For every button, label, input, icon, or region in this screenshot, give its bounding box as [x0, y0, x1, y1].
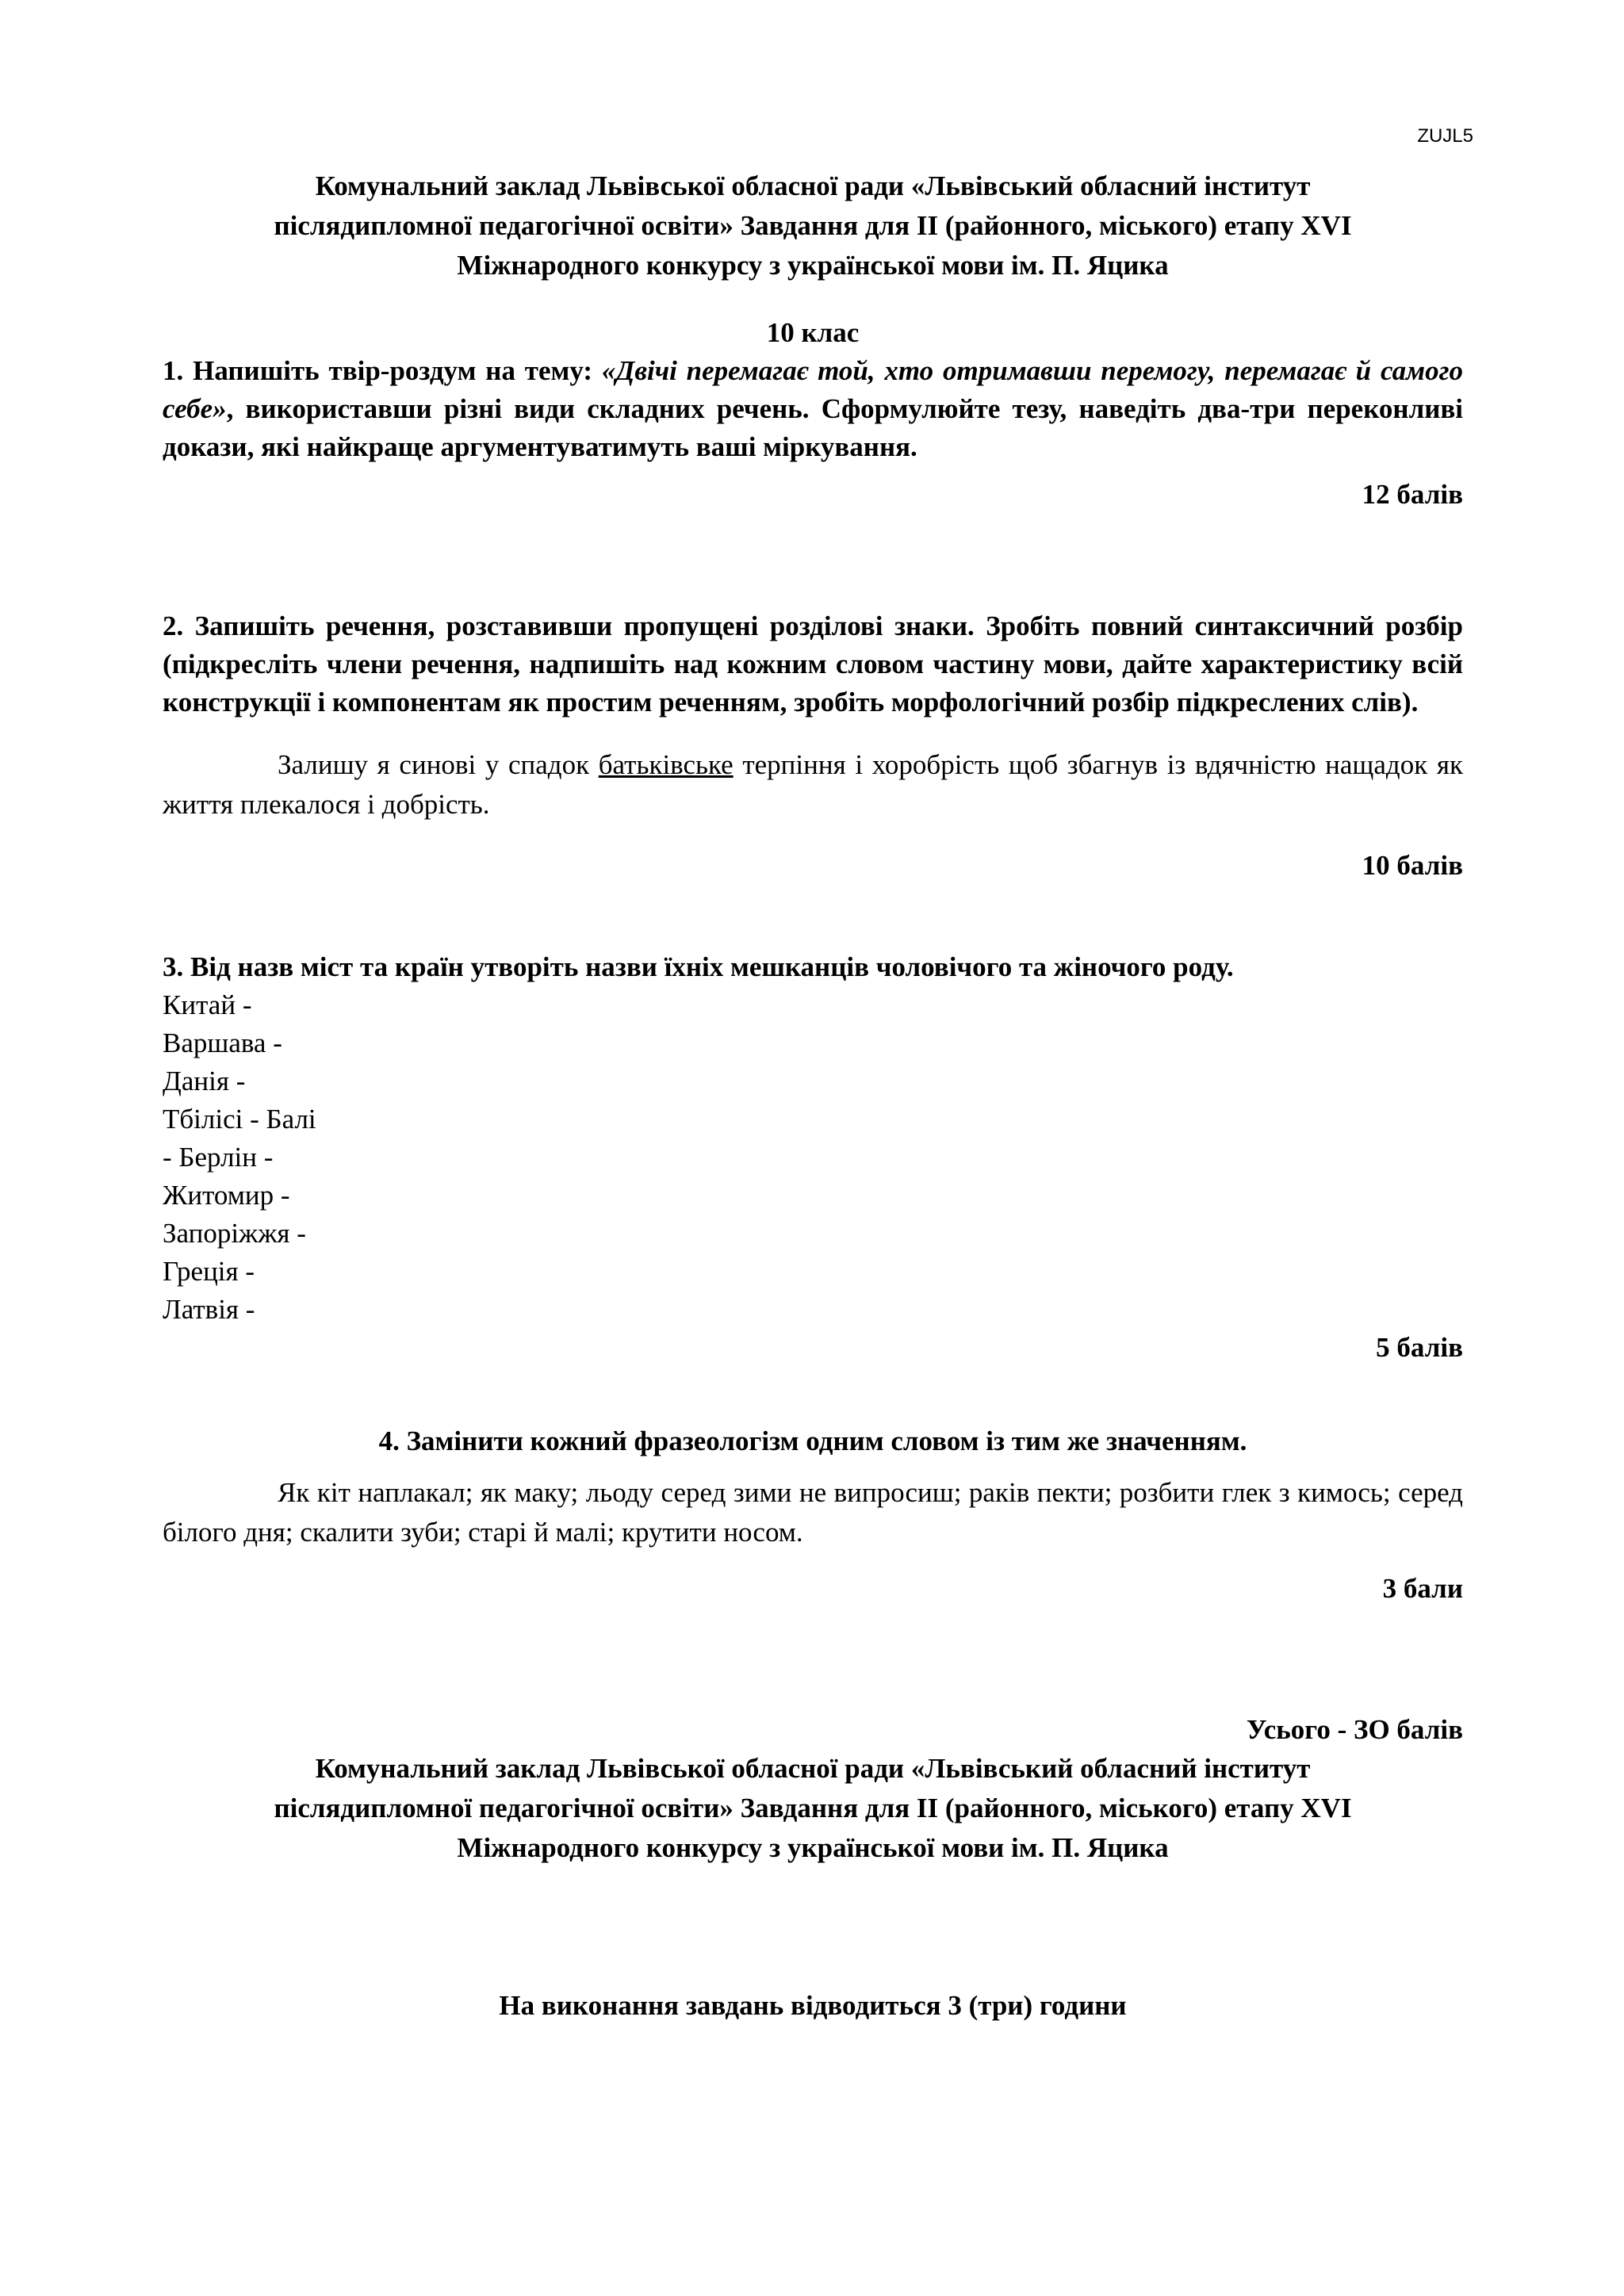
- cities-list: [163, 986, 1463, 1329]
- task-2: [163, 607, 1463, 885]
- document-code: ZUJL5: [1417, 125, 1473, 147]
- list-item: Тбілісі - Балі: [163, 1104, 316, 1135]
- task-2-points: 10 балів: [1362, 850, 1463, 881]
- list-item: - Берлін -: [163, 1142, 274, 1173]
- task-1-points: 12 балів: [1362, 479, 1463, 510]
- task-4-points: 3 бали: [1382, 1573, 1463, 1604]
- task-1-theme: «Двічі перемагає той, хто отримавши перемогу, перемагає й самого себе»: [163, 355, 1464, 424]
- sentence-part-a: Залишу я синові у спадок: [278, 749, 599, 780]
- list-item: Китай -: [163, 989, 252, 1020]
- grade-title: 10 клас: [766, 317, 860, 348]
- list-item: Данія -: [163, 1066, 246, 1096]
- page-content: [163, 166, 1463, 2025]
- task-1-rest: , використавши різні види складних речень. Сформулюйте тезу, наведіть два-три переконливі докази, які найкраще аргументуватимуть ваші міркування.: [163, 393, 1463, 462]
- header-line-3: Міжнародного конкурсу з української мови ім. П. Яцика: [457, 250, 1169, 281]
- task-4: [163, 1422, 1463, 1608]
- list-item: Варшава -: [163, 1027, 282, 1058]
- sentence-part-b: [733, 749, 743, 780]
- task-4-text: 4. Замінити кожний фразеологізм одним словом із тим же значенням.: [378, 1425, 1247, 1456]
- task-1: [163, 352, 1463, 514]
- task-4-phrases: Як кіт наплакал; як маку; льоду серед зими не випросиш; раків пекти; розбити глек з кимось; серед білого дня; скалити зуби; старі й малі; крутити носом.: [163, 1477, 1463, 1548]
- underlined-word-1: батьківське: [598, 749, 733, 780]
- task-1-text: [163, 352, 1463, 466]
- task-2-sentence: [163, 745, 1463, 825]
- header-line-1: Комунальний заклад Львівської обласної ради «Львівський обласний інститут: [315, 170, 1311, 201]
- time-note: На виконання завдань відводиться 3 (три) години: [499, 1990, 1127, 2021]
- task-3-points: 5 балів: [1376, 1332, 1463, 1363]
- list-item: Запоріжжя -: [163, 1218, 306, 1249]
- footer-header-line-3: Міжнародного конкурсу з української мови ім. П. Яцика: [457, 1832, 1169, 1863]
- list-item: Латвія -: [163, 1294, 255, 1325]
- total-points: Усього - ЗО балів: [1246, 1714, 1463, 1745]
- task-1-intro: 1. Напишіть твір-роздум на тему:: [163, 355, 602, 386]
- sentence-word-2: терпіння: [742, 749, 846, 780]
- list-item: Житомир -: [163, 1180, 290, 1211]
- document-header: [163, 166, 1463, 285]
- footer-header-line-1: Комунальний заклад Львівської обласної ради «Львівський обласний інститут: [315, 1753, 1311, 1784]
- list-item: Греція -: [163, 1256, 255, 1287]
- task-2-text: 2. Запишіть речення, розставивши пропущені розділові знаки. Зробіть повний синтаксичний розбір (підкресліть члени речення, надпишіть над кожним словом частину мови, дайте характеристику всій конструкції і компонентам як простим реченням, зробіть морфологічний розбір підкреслених слів).: [163, 610, 1463, 718]
- task-3-text: 3. Від назв міст та країн утворіть назви їхніх мешканців чоловічого та жіночого роду.: [163, 951, 1234, 982]
- task-3: [163, 948, 1463, 1367]
- repeated-header: [163, 1749, 1463, 1868]
- sentence-part-c: і хоробрість щоб збагнув із вдячністю нащадок як життя плекалося і добрість.: [163, 749, 1463, 820]
- footer-header-line-2: післядипломної педагогічної освіти» Завдання для II (районного, міського) етапу XVI: [274, 1793, 1352, 1823]
- header-line-2: післядипломної педагогічної освіти» Завдання для II (районного, міського) етапу XVI: [274, 210, 1352, 241]
